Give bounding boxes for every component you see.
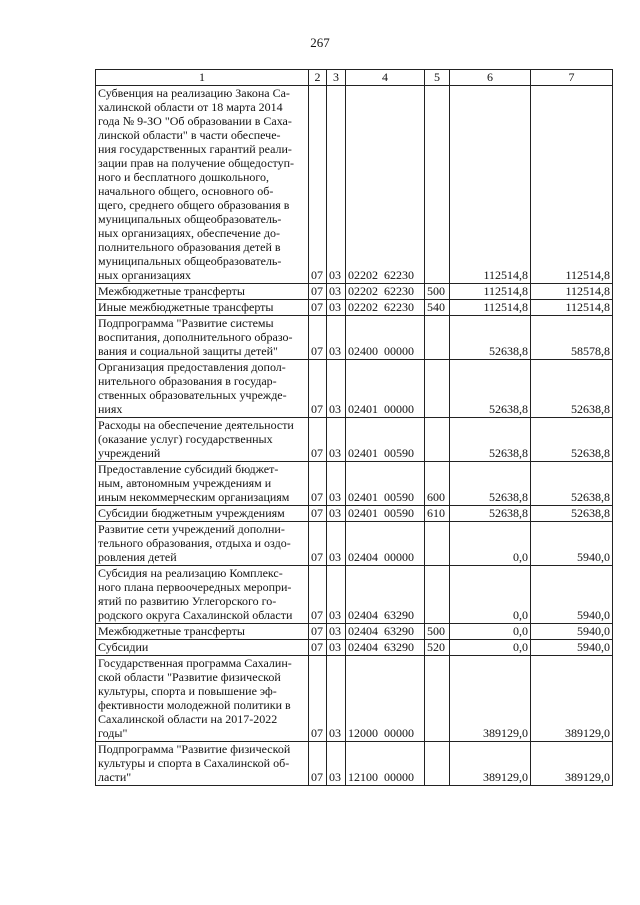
row-name-cell: Организация предоставления допол- нительного образования в государ- ственных образовательных учрежде- ниях — [96, 360, 309, 418]
amount-col6-cell: 0,0 — [450, 624, 531, 640]
table-row — [96, 316, 613, 360]
budget-table — [95, 69, 613, 786]
expense-type-cell — [425, 360, 450, 418]
header-cell: 5 — [425, 70, 450, 86]
header-cell: 7 — [531, 70, 613, 86]
amount-col7-cell: 52638,8 — [531, 506, 613, 522]
amount-col6-cell: 52638,8 — [450, 418, 531, 462]
header-cell: 1 — [96, 70, 309, 86]
section-code-cell: 07 — [309, 742, 327, 786]
subsection-code-cell: 03 — [327, 506, 346, 522]
amount-col7-cell: 52638,8 — [531, 418, 613, 462]
row-name-cell: Межбюджетные трансферты — [96, 624, 309, 640]
amount-col7-cell: 5940,0 — [531, 566, 613, 624]
row-name-cell: Расходы на обеспечение деятельности (оказание услуг) государственных учреждений — [96, 418, 309, 462]
subsection-code-cell: 03 — [327, 316, 346, 360]
amount-col7-cell: 389129,0 — [531, 742, 613, 786]
row-name-cell: Субсидии — [96, 640, 309, 656]
amount-col6-cell: 0,0 — [450, 566, 531, 624]
section-code-cell: 07 — [309, 656, 327, 742]
amount-col6-cell: 112514,8 — [450, 86, 531, 284]
table-row — [96, 284, 613, 300]
target-article-cell: 02404 00000 — [346, 522, 425, 566]
expense-type-cell — [425, 742, 450, 786]
section-code-cell: 07 — [309, 506, 327, 522]
amount-col7-cell: 112514,8 — [531, 86, 613, 284]
expense-type-cell — [425, 418, 450, 462]
amount-col7-cell: 5940,0 — [531, 522, 613, 566]
amount-col6-cell: 52638,8 — [450, 506, 531, 522]
section-code-cell: 07 — [309, 624, 327, 640]
amount-col6-cell: 389129,0 — [450, 742, 531, 786]
amount-col6-cell: 52638,8 — [450, 316, 531, 360]
row-name-cell: Межбюджетные трансферты — [96, 284, 309, 300]
amount-col6-cell: 112514,8 — [450, 300, 531, 316]
section-code-cell: 07 — [309, 418, 327, 462]
row-name-cell: Субвенция на реализацию Закона Са- халинской области от 18 марта 2014 года № 9-ЗО "Об образовании в Саха- линской области" в части обеспече- ния государственных гарантий реали- зации прав на получение общедоступ- ного и бесплатного дошкольного, начального общего, основного об- щего, среднего общего образования в муниципальных общеобразователь- ных организациях, обеспечение до- полнительного образования детей в муниципальных общеобразователь- ных организациях — [96, 86, 309, 284]
expense-type-cell: 500 — [425, 284, 450, 300]
target-article-cell: 02202 62230 — [346, 86, 425, 284]
section-code-cell: 07 — [309, 316, 327, 360]
target-article-cell: 02401 00590 — [346, 506, 425, 522]
header-cell: 3 — [327, 70, 346, 86]
subsection-code-cell: 03 — [327, 360, 346, 418]
expense-type-cell — [425, 86, 450, 284]
row-name-cell: Развитие сети учреждений дополни- тельного образования, отдыха и оздо- ровления детей — [96, 522, 309, 566]
target-article-cell: 02401 00590 — [346, 418, 425, 462]
expense-type-cell: 610 — [425, 506, 450, 522]
expense-type-cell — [425, 316, 450, 360]
subsection-code-cell: 03 — [327, 522, 346, 566]
target-article-cell: 02401 00000 — [346, 360, 425, 418]
amount-col7-cell: 52638,8 — [531, 462, 613, 506]
amount-col6-cell: 52638,8 — [450, 462, 531, 506]
target-article-cell: 12100 00000 — [346, 742, 425, 786]
target-article-cell: 12000 00000 — [346, 656, 425, 742]
page-number: 267 — [310, 35, 330, 50]
target-article-cell: 02202 62230 — [346, 300, 425, 316]
target-article-cell: 02202 62230 — [346, 284, 425, 300]
expense-type-cell: 540 — [425, 300, 450, 316]
section-code-cell: 07 — [309, 566, 327, 624]
table-body — [96, 86, 613, 786]
subsection-code-cell: 03 — [327, 86, 346, 284]
target-article-cell: 02404 63290 — [346, 640, 425, 656]
subsection-code-cell: 03 — [327, 566, 346, 624]
expense-type-cell: 500 — [425, 624, 450, 640]
target-article-cell: 02404 63290 — [346, 624, 425, 640]
section-code-cell: 07 — [309, 640, 327, 656]
subsection-code-cell: 03 — [327, 284, 346, 300]
amount-col7-cell: 112514,8 — [531, 300, 613, 316]
expense-type-cell — [425, 656, 450, 742]
expense-type-cell: 520 — [425, 640, 450, 656]
amount-col6-cell: 389129,0 — [450, 656, 531, 742]
amount-col7-cell: 5940,0 — [531, 640, 613, 656]
table-row — [96, 640, 613, 656]
row-name-cell: Предоставление субсидий бюджет- ным, автономным учреждениям и иным некоммерческим организациям — [96, 462, 309, 506]
row-name-cell: Подпрограмма "Развитие системы воспитания, дополнительного образо- вания и социальной защиты детей" — [96, 316, 309, 360]
amount-col6-cell: 0,0 — [450, 640, 531, 656]
subsection-code-cell: 03 — [327, 462, 346, 506]
section-code-cell: 07 — [309, 284, 327, 300]
amount-col6-cell: 52638,8 — [450, 360, 531, 418]
table-row — [96, 522, 613, 566]
row-name-cell: Государственная программа Сахалин- ской области "Развитие физической культуры, спорта и повышение эф- фективности молодежной политики в Сахалинской области на 2017-2022 годы" — [96, 656, 309, 742]
table-row — [96, 566, 613, 624]
row-name-cell: Субсидии бюджетным учреждениям — [96, 506, 309, 522]
amount-col7-cell: 52638,8 — [531, 360, 613, 418]
row-name-cell: Иные межбюджетные трансферты — [96, 300, 309, 316]
table-row — [96, 360, 613, 418]
table-header-row — [96, 70, 613, 86]
table-row — [96, 506, 613, 522]
amount-col7-cell: 58578,8 — [531, 316, 613, 360]
subsection-code-cell: 03 — [327, 418, 346, 462]
table-row — [96, 656, 613, 742]
section-code-cell: 07 — [309, 360, 327, 418]
section-code-cell: 07 — [309, 522, 327, 566]
amount-col6-cell: 112514,8 — [450, 284, 531, 300]
table-row — [96, 624, 613, 640]
subsection-code-cell: 03 — [327, 300, 346, 316]
amount-col7-cell: 112514,8 — [531, 284, 613, 300]
subsection-code-cell: 03 — [327, 742, 346, 786]
section-code-cell: 07 — [309, 462, 327, 506]
section-code-cell: 07 — [309, 300, 327, 316]
table-row — [96, 86, 613, 284]
subsection-code-cell: 03 — [327, 640, 346, 656]
amount-col6-cell: 0,0 — [450, 522, 531, 566]
section-code-cell: 07 — [309, 86, 327, 284]
amount-col7-cell: 389129,0 — [531, 656, 613, 742]
table-row — [96, 300, 613, 316]
expense-type-cell — [425, 566, 450, 624]
subsection-code-cell: 03 — [327, 656, 346, 742]
row-name-cell: Подпрограмма "Развитие физической культуры и спорта в Сахалинской об- ласти" — [96, 742, 309, 786]
header-cell: 6 — [450, 70, 531, 86]
target-article-cell: 02404 63290 — [346, 566, 425, 624]
header-cell: 4 — [346, 70, 425, 86]
expense-type-cell — [425, 522, 450, 566]
table-row — [96, 742, 613, 786]
target-article-cell: 02400 00000 — [346, 316, 425, 360]
header-cell: 2 — [309, 70, 327, 86]
expense-type-cell: 600 — [425, 462, 450, 506]
target-article-cell: 02401 00590 — [346, 462, 425, 506]
table-row — [96, 418, 613, 462]
row-name-cell: Субсидия на реализацию Комплекс- ного плана первоочередных меропри- ятий по развитию Углегорского го- родского округа Сахалинской области — [96, 566, 309, 624]
amount-col7-cell: 5940,0 — [531, 624, 613, 640]
subsection-code-cell: 03 — [327, 624, 346, 640]
table-row — [96, 462, 613, 506]
